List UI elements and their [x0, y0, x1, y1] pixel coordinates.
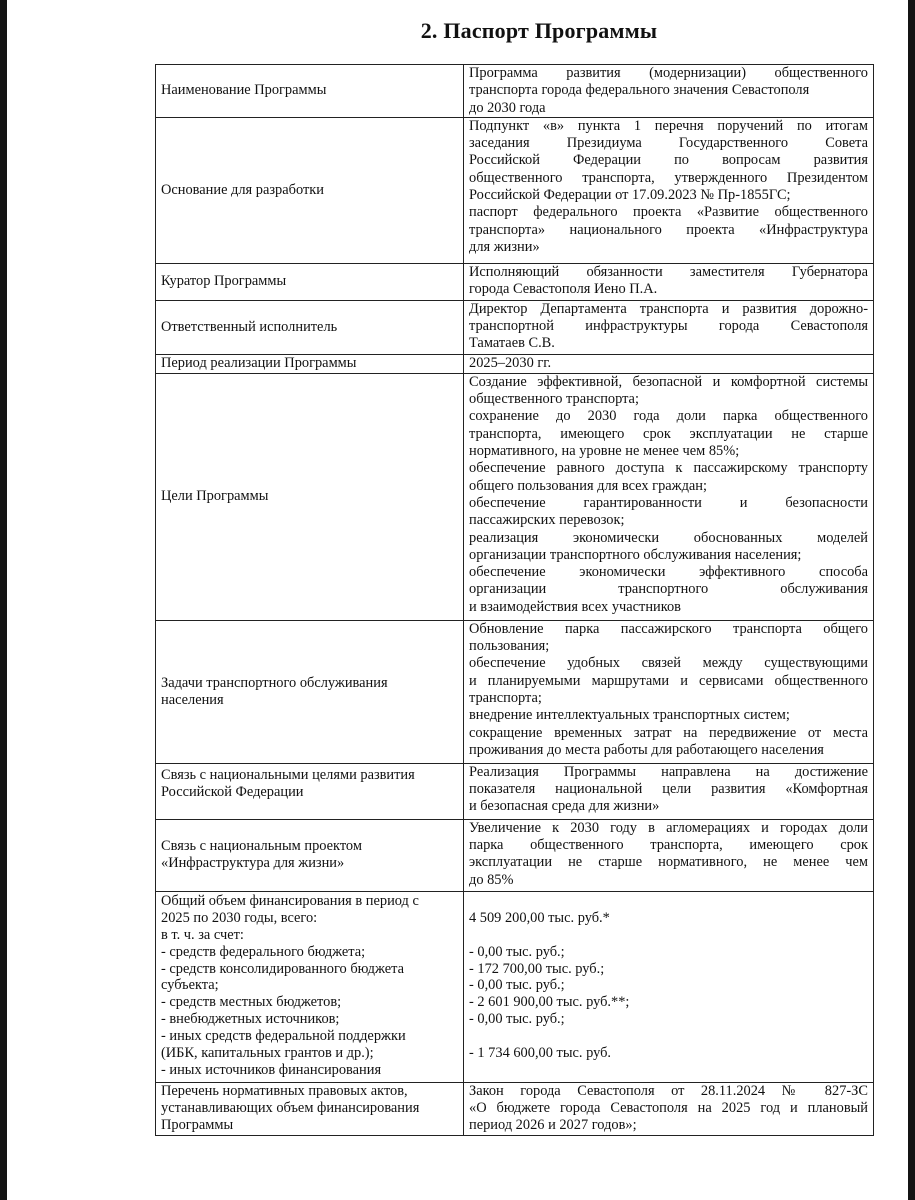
row-value: Программа развития (модернизации) общественного транспорта города федерального значения Севастополя до 2030 года: [464, 65, 874, 118]
row-label: Период реализации Программы: [156, 354, 464, 373]
row-value: Увеличение к 2030 году в агломерациях и городах доли парка общественного транспорта, имеющего срок эксплуатации не старше нормативного, не менее чем до 85%: [464, 819, 874, 891]
row-value: Закон города Севастополя от 28.11.2024 № 827-ЗС «О бюджете города Севастополя на 2025 год и плановый период 2026 и 2027 годов»;: [464, 1082, 874, 1135]
row-value: Реализация Программы направлена на достижение показателя национальной цели развития «Комфортная и безопасная среда для жизни»: [464, 763, 874, 819]
row-value: Подпункт «в» пункта 1 перечня поручений по итогам заседания Президиума Государственного Совета Российской Федерации по вопросам развития общественного транспорта, утвержденного Президентом Российской Федерации от 17.09.2023 № Пр-1855ГС; паспорт федерального проекта «Развитие общественного транспорта» национального проекта «Инфраструктура для жизни»: [464, 117, 874, 263]
row-value: Обновление парка пассажирского транспорта общего пользования; обеспечение удобных связей между существующими и планируемыми маршрутами и сервисами общественного транспорта; внедрение интеллектуальных транспортных систем; сокращение временных затрат на передвижение от места проживания до места работы для работающего населения: [464, 620, 874, 763]
row-label: Связь с национальными целями развития Российской Федерации: [156, 763, 464, 819]
table-row: [156, 300, 874, 354]
financing-federal: - 0,00 тыс. руб.;: [469, 943, 565, 960]
table-row: [156, 819, 874, 891]
table-row: [156, 117, 874, 263]
financing-label: Общий объем финансирования в период с 2025 по 2030 годы, всего: в т. ч. за счет: - средств федерального бюджета; - средств консолидированного бюджета субъекта; - средств местных бюджетов; - внебюджетных источников; - иных средств федеральной поддержки (ИБК, капитальных грантов и др.); - иных источников финансирования: [156, 891, 464, 1082]
table-row: [156, 263, 874, 300]
row-label: Наименование Программы: [156, 65, 464, 118]
table-row: [156, 65, 874, 118]
page-title: 2. Паспорт Программы: [420, 18, 658, 43]
financing-consolidated: - 172 700,00 тыс. руб.;: [469, 960, 605, 977]
row-value: Исполняющий обязанности заместителя Губернатора города Севастополя Иено П.А.: [464, 263, 874, 300]
row-label: Куратор Программы: [156, 263, 464, 300]
row-value: Директор Департамента транспорта и развития дорожно- транспортной инфраструктуры города Севастополя Таматаев С.В.: [464, 300, 874, 354]
table-row: [156, 620, 874, 763]
table-row-financing: [156, 891, 874, 1082]
financing-total: 4 509 200,00 тыс. руб.*: [469, 909, 610, 926]
program-passport-table: [155, 64, 874, 1136]
row-label: Основание для разработки: [156, 117, 464, 263]
table-row: [156, 354, 874, 373]
row-label: Перечень нормативных правовых актов, устанавливающих объем финансирования Программы: [156, 1082, 464, 1135]
row-label: Связь с национальным проектом «Инфраструктура для жизни»: [156, 819, 464, 891]
financing-extrabudgetary: - 0,00 тыс. руб.;: [469, 1011, 565, 1028]
right-dark-border: [908, 0, 915, 1200]
financing-values: 4 509 200,00 тыс. руб.* - 0,00 тыс. руб.; - 172 700,00 тыс. руб.; - 0,00 тыс. руб.; - 2 601 900,00 тыс. руб.**; - 0,00 тыс. руб.; - 1 734 600,00 тыс. руб.: [464, 891, 874, 1082]
row-value: 2025–2030 гг.: [464, 354, 874, 373]
left-dark-border: [0, 0, 7, 1200]
row-label: Цели Программы: [156, 373, 464, 620]
financing-local: - 2 601 900,00 тыс. руб.**;: [469, 994, 630, 1011]
row-label: Ответственный исполнитель: [156, 300, 464, 354]
financing-other-federal: - 1 734 600,00 тыс. руб.: [469, 1045, 612, 1062]
row-value: Создание эффективной, безопасной и комфортной системы общественного транспорта; сохранение до 2030 года доли парка общественного транспорта, имеющего срок эксплуатации не старше нормативного, на уровне не менее чем 85%; обеспечение равного доступа к пассажирскому транспорту общего пользования для всех граждан; обеспечение гарантированности и безопасности пассажирских перевозок; реализация экономически обоснованных моделей организации транспортного обслуживания населения; обеспечение экономически эффективного способа организации транспортного обслуживания и взаимодействия всех участников: [464, 373, 874, 620]
table-row: [156, 1082, 874, 1135]
table-row: [156, 763, 874, 819]
row-label: Задачи транспортного обслуживания населения: [156, 620, 464, 763]
table-row: [156, 373, 874, 620]
